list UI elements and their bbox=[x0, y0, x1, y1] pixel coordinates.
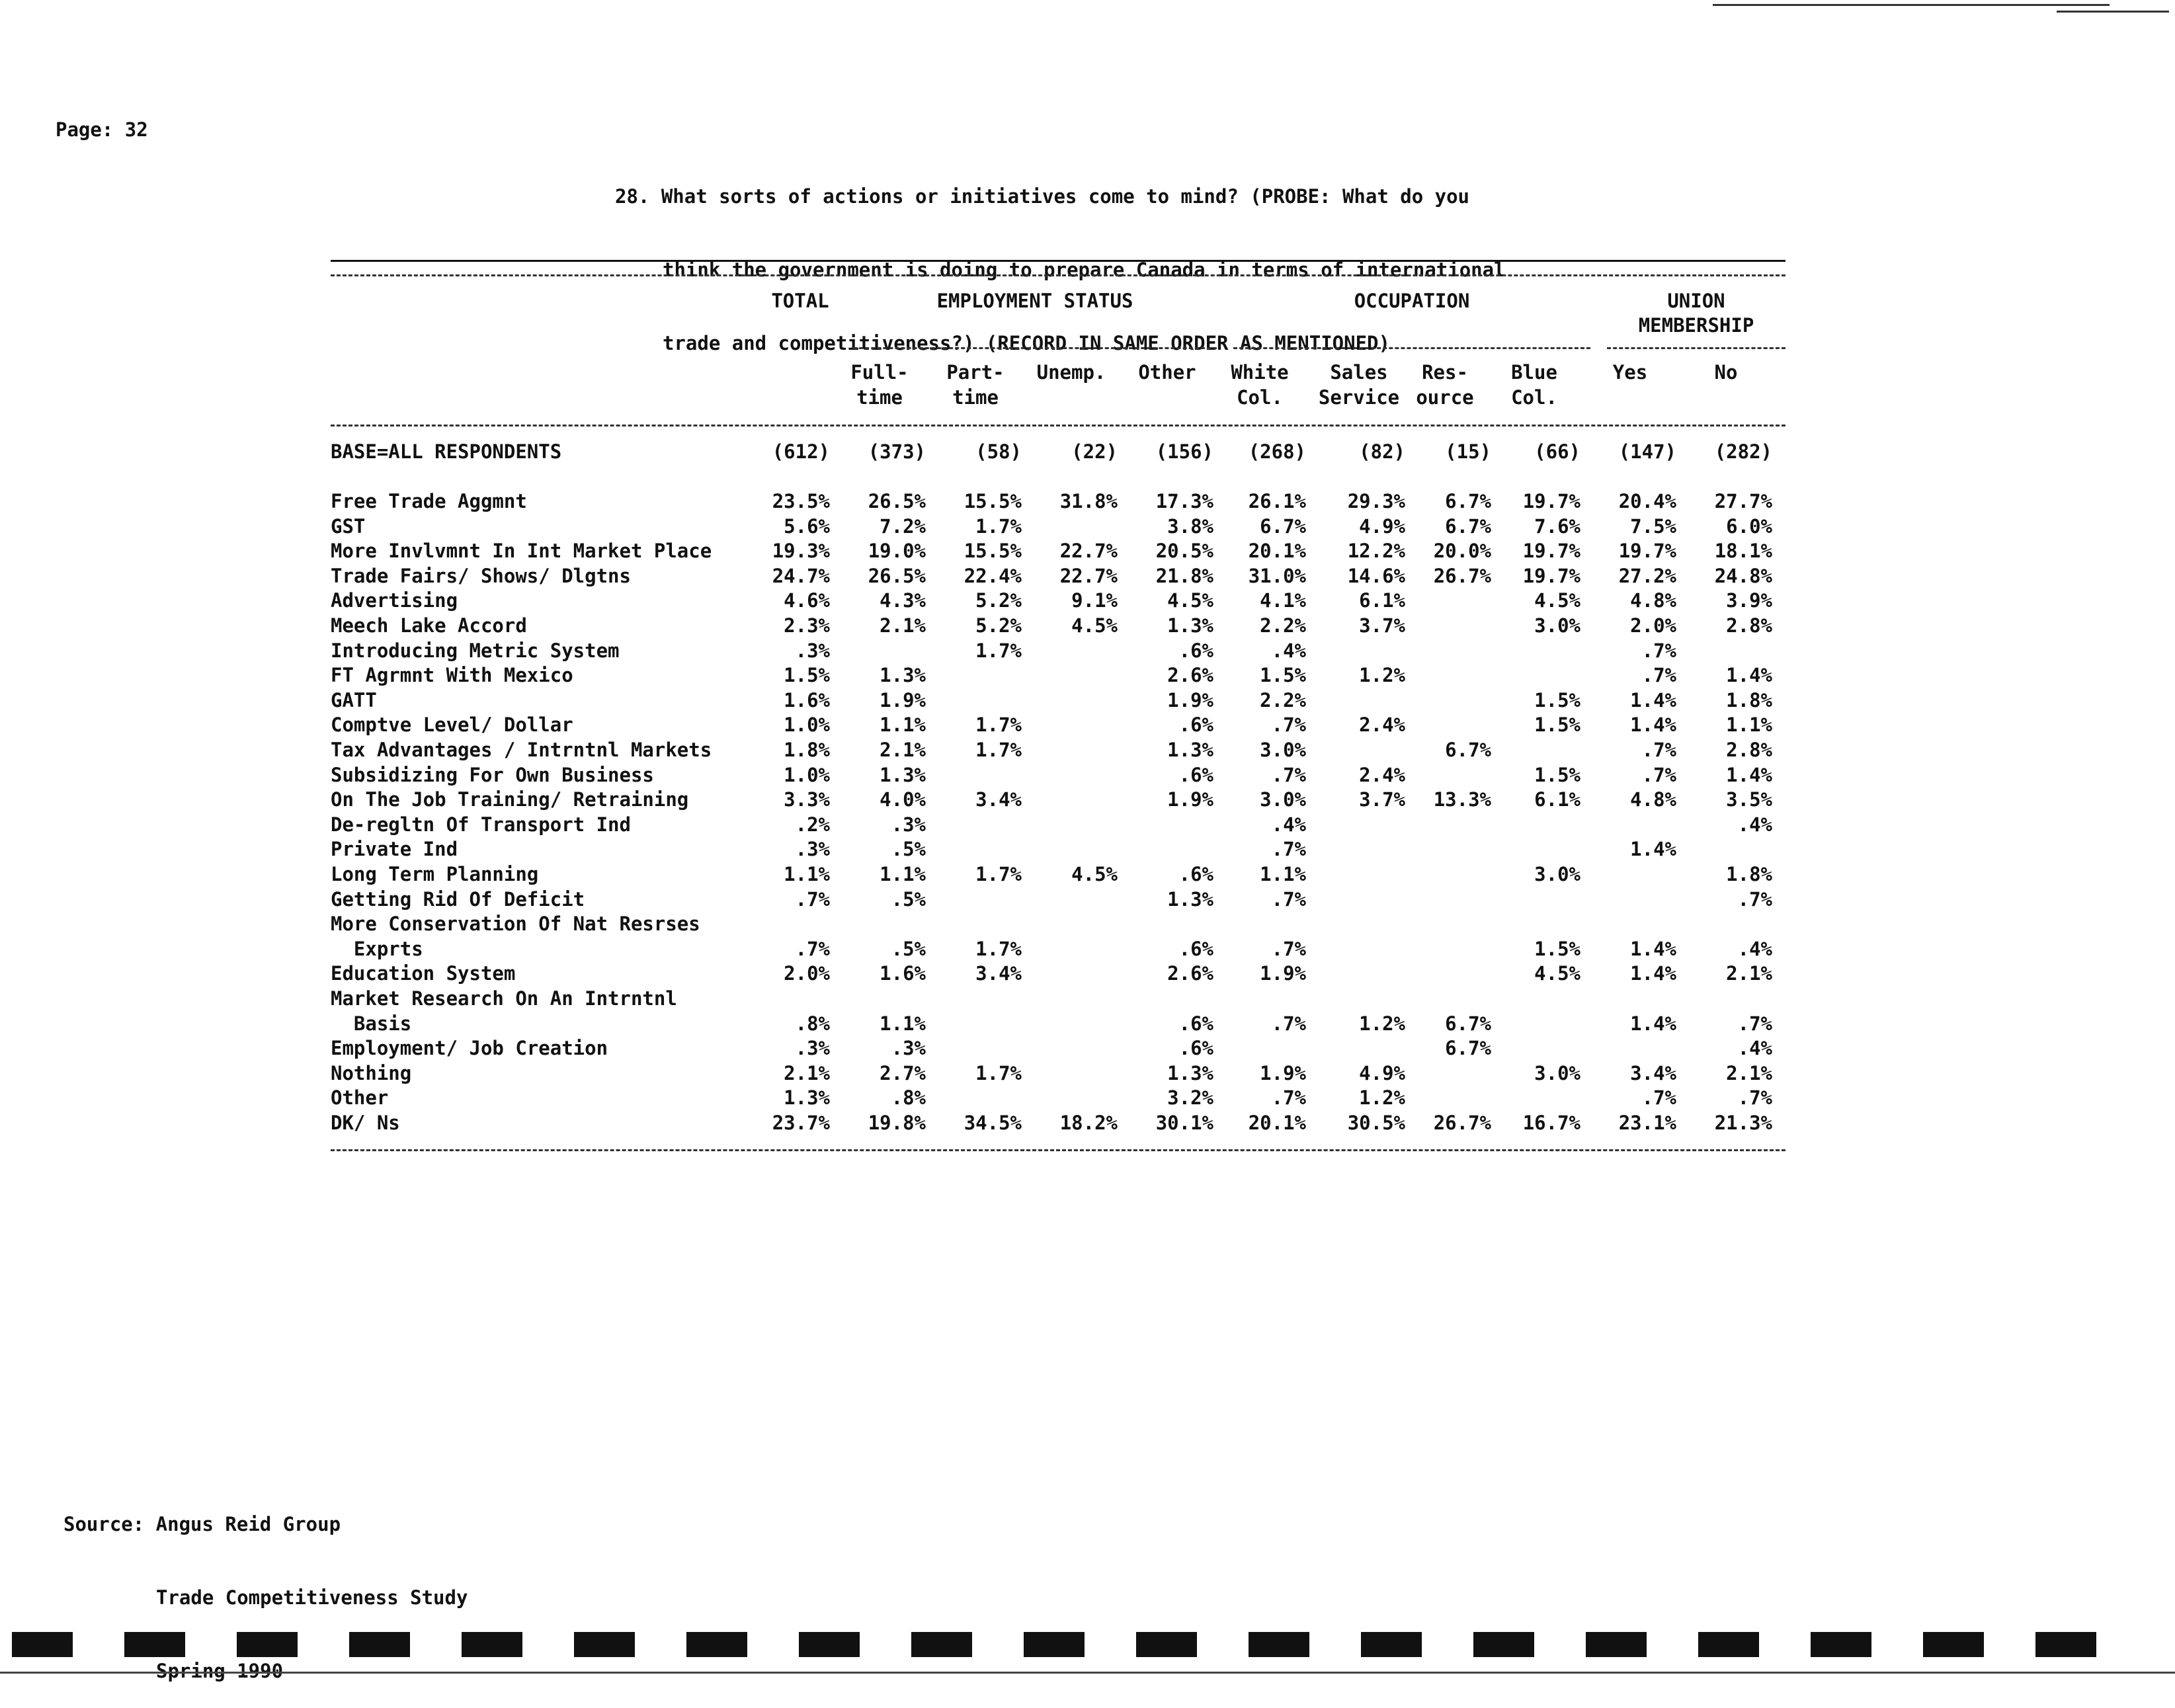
employment-subrule bbox=[853, 347, 1217, 349]
row-label: More Invlvmnt In Int Market Place bbox=[331, 540, 712, 563]
row-label: Exprts bbox=[331, 937, 423, 960]
table-cell: 1.5% bbox=[1534, 937, 1580, 960]
table-cell: 20.4% bbox=[1618, 490, 1676, 512]
table-cell: 21.8% bbox=[1155, 564, 1213, 587]
table-cell: 3.3% bbox=[784, 788, 830, 811]
table-cell: .7% bbox=[1271, 937, 1306, 960]
table-cell: 1.1% bbox=[784, 863, 830, 885]
table-cell: 3.4% bbox=[1630, 1061, 1676, 1084]
source-line-1: Source: Angus Reid Group bbox=[63, 1513, 341, 1535]
header-occupation: OCCUPATION bbox=[1354, 290, 1470, 312]
table-cell: 1.3% bbox=[1167, 614, 1213, 637]
table-cell: 1.4% bbox=[1630, 962, 1676, 985]
table-cell: 20.1% bbox=[1248, 1112, 1306, 1134]
table-cell: 1.4% bbox=[1726, 763, 1772, 786]
table-cell: .7% bbox=[1271, 887, 1306, 911]
table-cell: 2.6% bbox=[1167, 962, 1213, 985]
table-cell: 1.4% bbox=[1630, 937, 1676, 960]
table-cell: 2.7% bbox=[880, 1061, 926, 1084]
table-cell: 1.7% bbox=[975, 514, 1022, 538]
table-cell: 4.3% bbox=[880, 589, 926, 612]
footer-block bbox=[911, 1632, 972, 1657]
table-cell: .5% bbox=[891, 887, 926, 911]
row-label: FT Agrmnt With Mexico bbox=[331, 664, 573, 687]
table-cell: .3% bbox=[795, 1037, 830, 1060]
table-cell: 4.5% bbox=[1534, 962, 1580, 985]
table-cell: 3.0% bbox=[1534, 614, 1580, 637]
table-cell: 1.1% bbox=[1260, 863, 1306, 885]
table-cell: 2.3% bbox=[784, 614, 830, 637]
row-label: Comptve Level/ Dollar bbox=[331, 713, 573, 737]
table-cell: .7% bbox=[795, 937, 830, 960]
table-cell: 30.5% bbox=[1347, 1112, 1405, 1134]
base-value: (22) bbox=[1071, 440, 1118, 463]
row-label: GST bbox=[331, 514, 366, 538]
column-header: ource bbox=[1416, 386, 1474, 409]
source-line-3: Spring 1990 bbox=[156, 1660, 284, 1682]
base-value: (147) bbox=[1618, 440, 1676, 463]
table-cell: 19.0% bbox=[868, 540, 926, 563]
table-cell: 1.1% bbox=[880, 863, 926, 885]
column-header: Other bbox=[1138, 361, 1196, 384]
table-cell: 1.5% bbox=[1534, 713, 1580, 737]
base-value: (15) bbox=[1445, 440, 1491, 463]
table-cell: .4% bbox=[1737, 1037, 1772, 1060]
table-cell: 7.2% bbox=[880, 514, 926, 538]
table-cell: 6.7% bbox=[1445, 739, 1491, 761]
table-cell: .7% bbox=[1737, 1012, 1772, 1035]
table-cell: 3.7% bbox=[1359, 614, 1405, 637]
column-header: No bbox=[1714, 361, 1738, 384]
source-line-2: Trade Competitiveness Study bbox=[156, 1586, 468, 1609]
column-header: Yes bbox=[1612, 361, 1648, 384]
base-value: (82) bbox=[1359, 440, 1405, 463]
table-cell: 26.5% bbox=[868, 490, 926, 512]
row-label: Basis bbox=[331, 1012, 412, 1035]
table-top-dashed-rule bbox=[331, 274, 1785, 276]
table-cell: 6.1% bbox=[1534, 788, 1580, 811]
table-cell: 16.7% bbox=[1522, 1112, 1580, 1134]
column-header: Unemp. bbox=[1036, 361, 1106, 384]
footer-block bbox=[1811, 1632, 1871, 1657]
table-cell: 30.1% bbox=[1155, 1112, 1213, 1134]
header-membership: MEMBERSHIP bbox=[1638, 314, 1754, 337]
table-cell: 2.8% bbox=[1726, 614, 1772, 637]
table-cell: 1.3% bbox=[880, 763, 926, 786]
column-header: Col. bbox=[1237, 386, 1283, 409]
corner-line bbox=[1713, 4, 2110, 6]
row-label: Other bbox=[331, 1086, 389, 1110]
table-cell: .7% bbox=[1641, 639, 1676, 662]
table-cell: 34.5% bbox=[964, 1112, 1022, 1134]
column-header: White bbox=[1231, 361, 1289, 384]
table-cell: .5% bbox=[891, 937, 926, 960]
table-cell: 2.1% bbox=[784, 1061, 830, 1084]
table-cell: 3.7% bbox=[1359, 788, 1405, 811]
table-cell: 3.4% bbox=[975, 788, 1022, 811]
table-cell: 4.9% bbox=[1359, 1061, 1405, 1084]
table-cell: 6.7% bbox=[1445, 1037, 1491, 1060]
table-cell: .7% bbox=[1271, 838, 1306, 861]
table-cell: 1.2% bbox=[1359, 1012, 1405, 1035]
footer-block bbox=[1923, 1632, 1984, 1657]
page-number: Page: 32 bbox=[56, 118, 148, 141]
footer-block bbox=[686, 1632, 747, 1657]
table-cell: 1.0% bbox=[784, 763, 830, 786]
table-cell: 18.2% bbox=[1059, 1112, 1118, 1134]
table-cell: 3.8% bbox=[1167, 514, 1213, 538]
column-header: Full- bbox=[850, 361, 909, 384]
table-cell: 29.3% bbox=[1347, 490, 1405, 512]
base-label: BASE=ALL RESPONDENTS bbox=[331, 440, 562, 463]
table-top-rule bbox=[331, 260, 1785, 262]
table-cell: .3% bbox=[795, 639, 830, 662]
table-cell: 1.3% bbox=[784, 1086, 830, 1110]
table-cell: 1.5% bbox=[1260, 664, 1306, 687]
table-cell: 4.8% bbox=[1630, 589, 1676, 612]
row-label: DK/ Ns bbox=[331, 1112, 400, 1134]
table-cell: 4.5% bbox=[1534, 589, 1580, 612]
table-cell: .4% bbox=[1271, 639, 1306, 662]
table-cell: 17.3% bbox=[1155, 490, 1213, 512]
row-label: Tax Advantages / Intrntnl Markets bbox=[331, 739, 712, 761]
table-cell: .7% bbox=[1641, 739, 1676, 761]
column-header: Blue bbox=[1511, 361, 1557, 384]
table-cell: 2.6% bbox=[1167, 664, 1213, 687]
base-value: (156) bbox=[1155, 440, 1213, 463]
table-cell: 3.0% bbox=[1534, 863, 1580, 885]
header-employment-status: EMPLOYMENT STATUS bbox=[936, 290, 1133, 312]
union-subrule bbox=[1607, 347, 1785, 349]
base-value: (58) bbox=[975, 440, 1022, 463]
corner-line-short bbox=[2057, 11, 2169, 13]
table-cell: .7% bbox=[1737, 1086, 1772, 1110]
table-cell: 3.2% bbox=[1167, 1086, 1213, 1110]
table-cell: 19.7% bbox=[1522, 490, 1580, 512]
table-cell: 22.4% bbox=[964, 564, 1022, 587]
base-value: (373) bbox=[868, 440, 926, 463]
table-cell: 1.3% bbox=[1167, 1061, 1213, 1084]
table-cell: 4.0% bbox=[880, 788, 926, 811]
row-label: Free Trade Aggmnt bbox=[331, 490, 527, 512]
row-label: Private Ind bbox=[331, 838, 458, 861]
table-cell: 6.7% bbox=[1445, 1012, 1491, 1035]
occupation-subrule bbox=[1233, 347, 1590, 349]
table-cell: 5.6% bbox=[784, 514, 830, 538]
table-cell: 1.3% bbox=[880, 664, 926, 687]
footer-block bbox=[799, 1632, 860, 1657]
column-header: time bbox=[952, 386, 999, 409]
table-cell: 2.4% bbox=[1359, 763, 1405, 786]
table-cell: .6% bbox=[1178, 863, 1213, 885]
table-cell: 31.8% bbox=[1059, 490, 1118, 512]
table-cell: 1.3% bbox=[1167, 739, 1213, 761]
column-header: Service bbox=[1318, 386, 1400, 409]
table-cell: .7% bbox=[1641, 1086, 1676, 1110]
table-cell: .3% bbox=[795, 838, 830, 861]
table-cell: .6% bbox=[1178, 713, 1213, 737]
footer-block bbox=[462, 1632, 522, 1657]
table-cell: 15.5% bbox=[964, 540, 1022, 563]
row-label: On The Job Training/ Retraining bbox=[331, 788, 689, 811]
table-cell: .6% bbox=[1178, 763, 1213, 786]
row-label: Market Research On An Intrntnl bbox=[331, 987, 677, 1010]
table-cell: .7% bbox=[795, 887, 830, 911]
table-cell: 1.1% bbox=[880, 713, 926, 737]
table-cell: 1.8% bbox=[1726, 863, 1772, 885]
table-cell: 22.7% bbox=[1059, 564, 1118, 587]
table-cell: 1.8% bbox=[1726, 688, 1772, 712]
table-cell: 1.4% bbox=[1630, 688, 1676, 712]
row-label: Meech Lake Accord bbox=[331, 614, 527, 637]
table-cell: 1.5% bbox=[784, 664, 830, 687]
table-cell: 6.0% bbox=[1726, 514, 1772, 538]
base-value: (282) bbox=[1714, 440, 1772, 463]
table-cell: 7.6% bbox=[1534, 514, 1580, 538]
footer-block bbox=[1473, 1632, 1534, 1657]
table-cell: 1.5% bbox=[1534, 763, 1580, 786]
table-cell: 21.3% bbox=[1714, 1112, 1772, 1134]
table-cell: 6.7% bbox=[1445, 514, 1491, 538]
table-cell: 13.3% bbox=[1433, 788, 1491, 811]
table-cell: 4.5% bbox=[1167, 589, 1213, 612]
table-cell: 20.5% bbox=[1155, 540, 1213, 563]
footer-block bbox=[12, 1632, 73, 1657]
row-label: Nothing bbox=[331, 1061, 412, 1084]
column-header: Col. bbox=[1511, 386, 1557, 409]
table-bottom-rule bbox=[331, 1149, 1785, 1151]
table-cell: .4% bbox=[1737, 813, 1772, 836]
table-cell: 1.7% bbox=[975, 713, 1022, 737]
table-cell: 9.1% bbox=[1071, 589, 1118, 612]
table-cell: 26.7% bbox=[1433, 1112, 1491, 1134]
table-cell: 1.7% bbox=[975, 739, 1022, 761]
table-cell: .2% bbox=[795, 813, 830, 836]
table-cell: 6.7% bbox=[1445, 490, 1491, 512]
table-cell: 23.7% bbox=[772, 1112, 830, 1134]
table-cell: 4.6% bbox=[784, 589, 830, 612]
table-cell: 1.7% bbox=[975, 639, 1022, 662]
footer-block bbox=[574, 1632, 635, 1657]
table-cell: 1.4% bbox=[1726, 664, 1772, 687]
table-cell: 1.4% bbox=[1630, 838, 1676, 861]
table-cell: 19.7% bbox=[1618, 540, 1676, 563]
table-cell: 1.8% bbox=[784, 739, 830, 761]
table-cell: 1.7% bbox=[975, 937, 1022, 960]
row-label: De-regltn Of Transport Ind bbox=[331, 813, 631, 836]
table-cell: 2.2% bbox=[1260, 614, 1306, 637]
row-label: Employment/ Job Creation bbox=[331, 1037, 608, 1060]
table-cell: .6% bbox=[1178, 937, 1213, 960]
table-cell: .4% bbox=[1737, 937, 1772, 960]
table-cell: 3.4% bbox=[975, 962, 1022, 985]
row-label: More Conservation Of Nat Resrses bbox=[331, 913, 700, 936]
table-cell: 23.1% bbox=[1618, 1112, 1676, 1134]
row-label: Introducing Metric System bbox=[331, 639, 620, 662]
table-cell: 24.8% bbox=[1714, 564, 1772, 587]
table-cell: 1.5% bbox=[1534, 688, 1580, 712]
table-cell: 1.3% bbox=[1167, 887, 1213, 911]
base-value: (66) bbox=[1534, 440, 1580, 463]
table-cell: .7% bbox=[1271, 713, 1306, 737]
table-cell: 31.0% bbox=[1248, 564, 1306, 587]
table-cell: 2.0% bbox=[784, 962, 830, 985]
header-bottom-rule bbox=[331, 425, 1785, 427]
table-cell: 26.7% bbox=[1433, 564, 1491, 587]
table-cell: 27.7% bbox=[1714, 490, 1772, 512]
header-total: TOTAL bbox=[771, 290, 829, 312]
table-cell: 18.1% bbox=[1714, 540, 1772, 563]
row-label: Subsidizing For Own Business bbox=[331, 763, 654, 786]
table-cell: 19.7% bbox=[1522, 540, 1580, 563]
header-union: UNION bbox=[1667, 290, 1725, 312]
footer-block bbox=[1586, 1632, 1647, 1657]
table-cell: .7% bbox=[1641, 763, 1676, 786]
row-label: Getting Rid Of Deficit bbox=[331, 887, 585, 911]
table-cell: 1.9% bbox=[880, 688, 926, 712]
table-cell: 27.2% bbox=[1618, 564, 1676, 587]
table-cell: .8% bbox=[795, 1012, 830, 1035]
table-cell: 26.5% bbox=[868, 564, 926, 587]
footer-block bbox=[1024, 1632, 1085, 1657]
footer-block bbox=[237, 1632, 298, 1657]
table-cell: 5.2% bbox=[975, 614, 1022, 637]
table-cell: .4% bbox=[1271, 813, 1306, 836]
table-cell: .7% bbox=[1271, 763, 1306, 786]
table-cell: .6% bbox=[1178, 1037, 1213, 1060]
footer-block bbox=[1136, 1632, 1197, 1657]
column-header: Res- bbox=[1422, 361, 1468, 384]
footer-block bbox=[2035, 1632, 2096, 1657]
table-cell: 1.4% bbox=[1630, 1012, 1676, 1035]
table-cell: 1.9% bbox=[1167, 688, 1213, 712]
footer-block bbox=[1698, 1632, 1759, 1657]
table-cell: 24.7% bbox=[772, 564, 830, 587]
table-cell: 4.8% bbox=[1630, 788, 1676, 811]
column-header: Part- bbox=[946, 361, 1005, 384]
table-cell: 5.2% bbox=[975, 589, 1022, 612]
table-cell: 1.9% bbox=[1260, 1061, 1306, 1084]
table-cell: 1.6% bbox=[784, 688, 830, 712]
table-cell: 6.7% bbox=[1260, 514, 1306, 538]
footer-block bbox=[1361, 1632, 1422, 1657]
table-cell: 26.1% bbox=[1248, 490, 1306, 512]
table-cell: 14.6% bbox=[1347, 564, 1405, 587]
table-cell: .7% bbox=[1271, 1086, 1306, 1110]
table-cell: 1.9% bbox=[1260, 962, 1306, 985]
table-cell: .3% bbox=[891, 813, 926, 836]
table-cell: 1.2% bbox=[1359, 664, 1405, 687]
table-cell: 15.5% bbox=[964, 490, 1022, 512]
table-cell: 1.0% bbox=[784, 713, 830, 737]
table-cell: 4.5% bbox=[1071, 614, 1118, 637]
table-cell: .7% bbox=[1737, 887, 1772, 911]
table-cell: 2.0% bbox=[1630, 614, 1676, 637]
table-cell: 1.2% bbox=[1359, 1086, 1405, 1110]
footer-block bbox=[124, 1632, 185, 1657]
table-cell: 19.7% bbox=[1522, 564, 1580, 587]
base-value: (268) bbox=[1248, 440, 1306, 463]
row-label: Trade Fairs/ Shows/ Dlgtns bbox=[331, 564, 631, 587]
row-label: GATT bbox=[331, 688, 377, 712]
table-cell: 12.2% bbox=[1347, 540, 1405, 563]
table-cell: 1.1% bbox=[1726, 713, 1772, 737]
table-cell: 3.0% bbox=[1260, 788, 1306, 811]
survey-question bbox=[615, 136, 1506, 380]
table-cell: .7% bbox=[1271, 1012, 1306, 1035]
column-header: Sales bbox=[1330, 361, 1388, 384]
table-cell: 2.4% bbox=[1359, 713, 1405, 737]
base-value: (612) bbox=[772, 440, 830, 463]
question-line-1: 28. What sorts of actions or initiatives come to mind? (PROBE: What do you bbox=[615, 185, 1470, 208]
table-cell: .7% bbox=[1641, 664, 1676, 687]
footer-block bbox=[349, 1632, 410, 1657]
table-cell: 2.1% bbox=[880, 739, 926, 761]
table-cell: 3.0% bbox=[1260, 739, 1306, 761]
table-cell: 2.1% bbox=[880, 614, 926, 637]
table-cell: 3.9% bbox=[1726, 589, 1772, 612]
table-cell: 4.9% bbox=[1359, 514, 1405, 538]
table-cell: .6% bbox=[1178, 1012, 1213, 1035]
table-cell: 2.1% bbox=[1726, 1061, 1772, 1084]
table-cell: .3% bbox=[891, 1037, 926, 1060]
table-cell: 23.5% bbox=[772, 490, 830, 512]
table-cell: 20.1% bbox=[1248, 540, 1306, 563]
table-cell: 1.6% bbox=[880, 962, 926, 985]
table-cell: .5% bbox=[891, 838, 926, 861]
table-cell: 3.5% bbox=[1726, 788, 1772, 811]
table-cell: 3.0% bbox=[1534, 1061, 1580, 1084]
table-cell: 4.1% bbox=[1260, 589, 1306, 612]
table-cell: .6% bbox=[1178, 639, 1213, 662]
question-line-3: trade and competitiveness?) (RECORD IN SAME ORDER AS MENTIONED) bbox=[663, 332, 1390, 354]
footer-baseline bbox=[0, 1672, 2175, 1674]
table-cell: 1.9% bbox=[1167, 788, 1213, 811]
table-cell: 2.2% bbox=[1260, 688, 1306, 712]
table-cell: 6.1% bbox=[1359, 589, 1405, 612]
table-cell: 1.1% bbox=[880, 1012, 926, 1035]
table-cell: 1.7% bbox=[975, 863, 1022, 885]
table-cell: 2.8% bbox=[1726, 739, 1772, 761]
table-cell: 19.8% bbox=[868, 1112, 926, 1134]
footer-block bbox=[1249, 1632, 1309, 1657]
table-cell: 19.3% bbox=[772, 540, 830, 563]
table-cell: 4.5% bbox=[1071, 863, 1118, 885]
table-cell: 2.1% bbox=[1726, 962, 1772, 985]
table-cell: 1.7% bbox=[975, 1061, 1022, 1084]
row-label: Long Term Planning bbox=[331, 863, 539, 885]
question-line-2: think the government is doing to prepare Canada in terms of international bbox=[663, 259, 1506, 281]
table-cell: 20.0% bbox=[1433, 540, 1491, 563]
table-cell: 1.4% bbox=[1630, 713, 1676, 737]
table-cell: 22.7% bbox=[1059, 540, 1118, 563]
table-cell: 7.5% bbox=[1630, 514, 1676, 538]
row-label: Education System bbox=[331, 962, 516, 985]
table-cell: .8% bbox=[891, 1086, 926, 1110]
column-header: time bbox=[856, 386, 903, 409]
row-label: Advertising bbox=[331, 589, 458, 612]
